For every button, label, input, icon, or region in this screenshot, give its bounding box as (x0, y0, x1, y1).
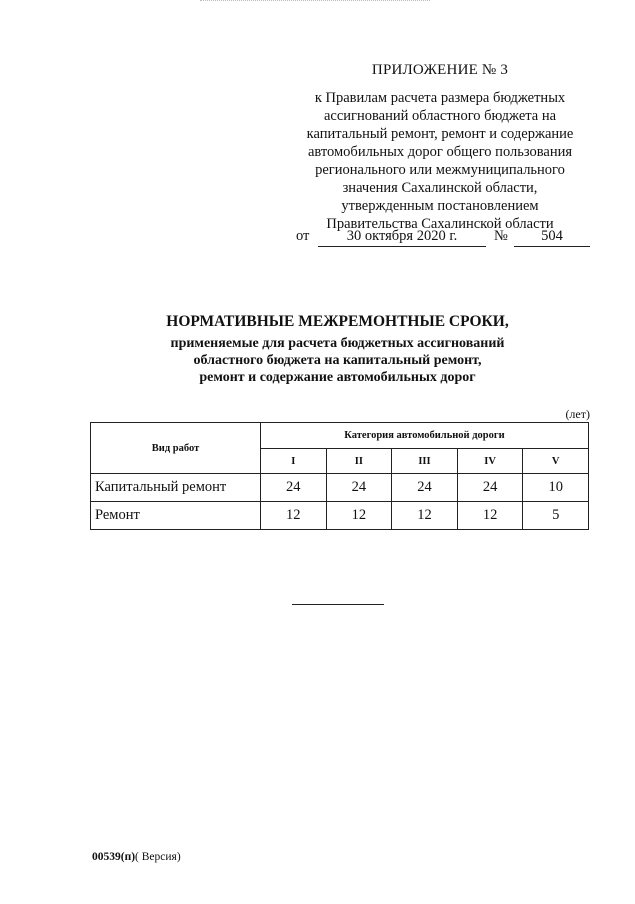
resolution-date-line (296, 228, 596, 248)
unit-label: (лет) (565, 407, 590, 421)
value-cell: 12 (326, 502, 392, 530)
header-work-type: Вид работ (91, 423, 261, 474)
number-prefix: № (494, 228, 508, 244)
work-type-cell: Капитальный ремонт (91, 474, 261, 502)
value-cell: 10 (523, 474, 589, 502)
table-header-row (91, 423, 589, 449)
appendix-line: к Правилам расчета размера бюджетных (314, 90, 566, 106)
document-subtitle (60, 335, 615, 386)
value-cell: 5 (523, 502, 589, 530)
value-cell: 24 (261, 474, 327, 502)
value-cell: 24 (326, 474, 392, 502)
value-cell: 12 (392, 502, 458, 530)
appendix-reference (290, 89, 590, 233)
footer (92, 851, 181, 863)
appendix-line: утвержденным постановлением (341, 198, 539, 214)
header-road-category: Категория автомобильной дороги (261, 423, 589, 449)
subtitle-line: применяемые для расчета бюджетных ассигнований (170, 336, 505, 351)
appendix-line: значения Сахалинской области, (342, 180, 538, 196)
norms-table (90, 422, 589, 530)
appendix-line: Правительства Сахалинской области (326, 216, 554, 232)
scan-edge-line (200, 0, 430, 1)
resolution-number: 504 (514, 228, 590, 247)
value-cell: 12 (261, 502, 327, 530)
header-category-cell: II (326, 449, 392, 474)
value-cell: 12 (457, 502, 523, 530)
appendix-line: регионального или межмуниципального (315, 162, 565, 178)
table-row (91, 474, 589, 502)
value-cell: 24 (392, 474, 458, 502)
date-prefix: от (296, 228, 310, 244)
header-category-cell: V (523, 449, 589, 474)
end-divider (292, 604, 384, 605)
header-category-cell: IV (457, 449, 523, 474)
document-title: НОРМАТИВНЫЕ МЕЖРЕМОНТНЫЕ СРОКИ, (166, 313, 509, 330)
work-type-cell: Ремонт (91, 502, 261, 530)
appendix-line: автомобильных дорог общего пользования (307, 144, 573, 160)
appendix-line: капитальный ремонт, ремонт и содержание (306, 126, 574, 142)
document-code: 00539(п) (92, 851, 136, 863)
value-cell: 24 (457, 474, 523, 502)
resolution-date: 30 октября 2020 г. (318, 228, 486, 247)
subtitle-line: ремонт и содержание автомобильных дорог (199, 370, 476, 385)
header-category-cell: III (392, 449, 458, 474)
appendix-line: ассигнований областного бюджета на (323, 108, 557, 124)
subtitle-line: областного бюджета на капитальный ремонт, (193, 353, 482, 368)
document-heading (60, 312, 615, 386)
header-category-cell: I (261, 449, 327, 474)
document-version: ( Версия) (135, 851, 181, 863)
appendix-title: ПРИЛОЖЕНИЕ № 3 (371, 62, 509, 78)
table-row (91, 502, 589, 530)
